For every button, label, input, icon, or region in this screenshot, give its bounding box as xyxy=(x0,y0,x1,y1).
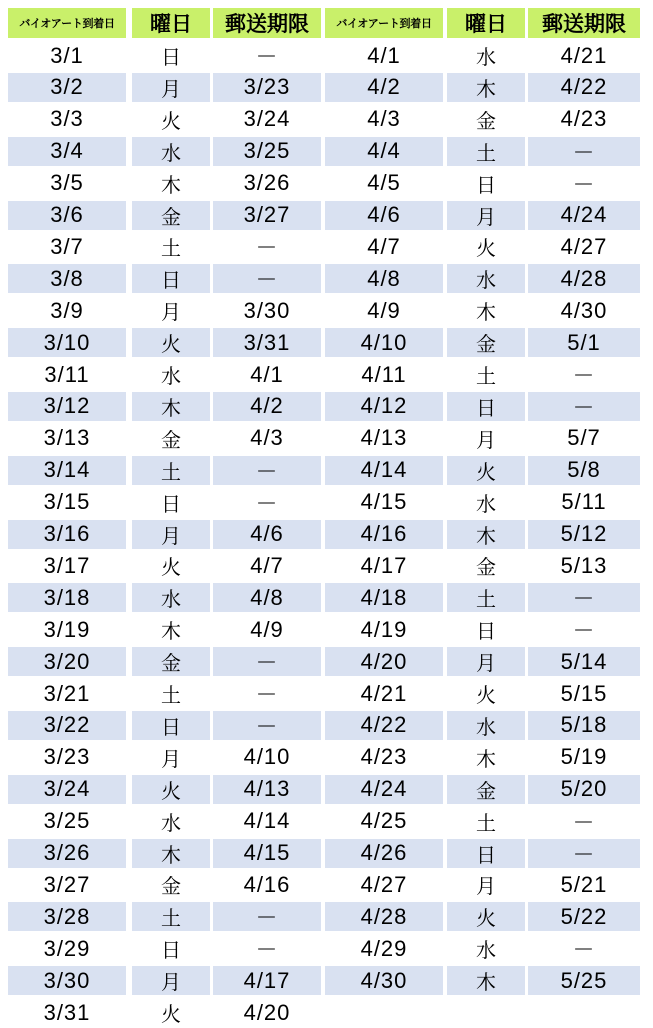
left-deadline-cell: － xyxy=(255,490,279,516)
header-weekday-left: 曜日 xyxy=(132,8,210,38)
left-deadline-cell: 4/2 xyxy=(250,393,284,419)
left-deadline-cell: 3/24 xyxy=(243,106,291,132)
header-row xyxy=(0,8,653,38)
right-date-cell: 4/25 xyxy=(360,808,408,834)
left-date-cell: 3/7 xyxy=(50,233,84,259)
table-row xyxy=(0,423,653,454)
left-date-cell: 3/1 xyxy=(50,42,84,68)
right-day-cell: 火 xyxy=(476,683,496,707)
left-date-cell: 3/8 xyxy=(50,265,84,291)
left-day-cell: 土 xyxy=(161,683,181,707)
right-deadline-cell: 4/21 xyxy=(560,42,608,68)
table-row xyxy=(0,72,653,103)
left-date-cell: 3/15 xyxy=(43,489,91,515)
left-date-cell: 3/18 xyxy=(43,584,91,610)
right-date-cell: 4/17 xyxy=(360,552,408,578)
right-deadline-cell: － xyxy=(572,586,596,612)
left-deadline-cell: 4/16 xyxy=(243,871,291,897)
left-deadline-cell: － xyxy=(255,713,279,739)
left-day-cell: 土 xyxy=(161,906,181,931)
right-day-cell: 日 xyxy=(476,842,496,867)
header-deadline-left: 郵送期限 xyxy=(213,8,321,38)
left-day-cell: 火 xyxy=(161,108,181,133)
right-deadline-cell: 5/1 xyxy=(567,329,601,355)
right-deadline-cell: 4/23 xyxy=(560,106,608,132)
left-day-cell: 金 xyxy=(161,874,181,899)
right-deadline-cell: 5/25 xyxy=(560,967,608,993)
right-date-cell: 4/21 xyxy=(360,680,408,706)
left-deadline-cell: 4/14 xyxy=(243,808,291,834)
right-day-cell: 日 xyxy=(476,619,496,644)
left-deadline-cell: 4/15 xyxy=(243,840,291,865)
table-row xyxy=(0,168,653,199)
right-date-cell: 4/20 xyxy=(360,648,408,674)
left-date-cell: 3/16 xyxy=(43,521,91,546)
left-date-cell: 3/31 xyxy=(43,999,91,1025)
left-day-cell: 水 xyxy=(161,140,181,165)
right-deadline-cell: 5/7 xyxy=(567,425,601,451)
right-day-cell: 水 xyxy=(476,714,496,739)
left-date-cell: 3/28 xyxy=(43,903,91,929)
right-day-cell: 水 xyxy=(476,268,496,293)
left-deadline-cell: 4/3 xyxy=(250,425,284,451)
left-day-cell: 木 xyxy=(161,395,181,420)
left-date-cell: 3/19 xyxy=(43,616,91,642)
left-date-cell: 3/11 xyxy=(44,361,90,387)
left-date-cell: 3/30 xyxy=(43,967,91,993)
right-deadline-cell: 5/20 xyxy=(560,776,608,802)
right-date-cell: 4/23 xyxy=(360,744,408,770)
left-date-cell: 3/5 xyxy=(50,170,84,196)
right-day-cell: 木 xyxy=(476,523,496,548)
right-deadline-cell: － xyxy=(572,394,596,420)
table-row xyxy=(0,200,653,231)
table-row xyxy=(0,487,653,518)
header-arrival-date-left: バイオアート到着日 xyxy=(8,8,126,38)
right-day-cell: 金 xyxy=(476,332,496,357)
table-row xyxy=(0,582,653,613)
left-day-cell: 金 xyxy=(161,427,181,452)
left-deadline-cell: 4/9 xyxy=(250,616,284,642)
right-day-cell: 月 xyxy=(476,651,496,676)
right-date-cell: 4/11 xyxy=(361,361,407,387)
right-day-cell: 日 xyxy=(476,395,496,420)
table-row xyxy=(0,901,653,932)
table-row xyxy=(0,646,653,677)
right-deadline-cell: － xyxy=(572,171,596,197)
table-row xyxy=(0,391,653,422)
table-row xyxy=(0,295,653,326)
right-day-cell: 金 xyxy=(476,555,496,580)
table-row xyxy=(0,40,653,71)
left-deadline-cell: 3/26 xyxy=(243,170,291,196)
right-date-cell: 4/28 xyxy=(360,903,408,929)
left-day-cell: 火 xyxy=(161,332,181,357)
table-row xyxy=(0,742,653,773)
left-deadline-cell: － xyxy=(255,458,279,484)
right-deadline-cell: 5/15 xyxy=(560,680,608,706)
left-deadline-cell: － xyxy=(255,650,279,676)
right-day-cell: 水 xyxy=(476,491,496,516)
right-day-cell: 金 xyxy=(476,778,496,803)
left-deadline-cell: － xyxy=(255,267,279,293)
right-day-cell: 金 xyxy=(476,108,496,133)
left-date-cell: 3/23 xyxy=(43,744,91,770)
right-deadline-cell: － xyxy=(572,363,596,388)
right-date-cell: 4/27 xyxy=(360,871,408,897)
right-date-cell: 4/24 xyxy=(360,776,408,802)
left-day-cell: 土 xyxy=(161,236,181,261)
right-date-cell: 4/5 xyxy=(367,170,401,196)
left-date-cell: 3/14 xyxy=(43,457,91,483)
right-date-cell: 4/14 xyxy=(360,457,408,483)
left-deadline-cell: 4/8 xyxy=(250,584,284,610)
right-date-cell: 4/3 xyxy=(367,106,401,132)
left-date-cell: 3/9 xyxy=(50,297,84,323)
table-row xyxy=(0,838,653,869)
left-day-cell: 水 xyxy=(161,810,181,835)
right-date-cell: 4/2 xyxy=(367,74,401,100)
table-row xyxy=(0,104,653,135)
left-day-cell: 水 xyxy=(161,587,181,612)
table-row xyxy=(0,614,653,645)
left-deadline-cell: 3/25 xyxy=(243,138,291,164)
left-date-cell: 3/3 xyxy=(50,106,84,132)
right-date-cell: 4/22 xyxy=(360,712,408,738)
left-day-cell: 木 xyxy=(161,172,181,197)
right-deadline-cell: 5/22 xyxy=(560,903,608,929)
right-day-cell: 月 xyxy=(476,427,496,452)
right-deadline-cell: 5/11 xyxy=(561,489,607,515)
left-day-cell: 金 xyxy=(161,651,181,676)
table-row xyxy=(0,231,653,262)
left-deadline-cell: 4/20 xyxy=(243,999,291,1025)
left-date-cell: 3/27 xyxy=(43,871,91,897)
right-day-cell: 火 xyxy=(476,906,496,931)
right-deadline-cell: 5/8 xyxy=(567,457,601,483)
left-day-cell: 火 xyxy=(161,555,181,580)
left-deadline-cell: 3/31 xyxy=(243,329,291,355)
right-day-cell: 火 xyxy=(476,459,496,484)
left-deadline-cell: 3/27 xyxy=(243,202,291,227)
left-deadline-cell: － xyxy=(255,235,279,261)
right-date-cell: 4/8 xyxy=(367,265,401,291)
right-day-cell: 木 xyxy=(476,300,496,325)
left-day-cell: 金 xyxy=(161,204,181,229)
left-day-cell: 日 xyxy=(161,268,181,293)
table-row xyxy=(0,965,653,996)
right-date-cell: 4/16 xyxy=(360,521,408,546)
table-row xyxy=(0,933,653,964)
right-date-cell: 4/4 xyxy=(367,138,401,164)
table-row xyxy=(0,263,653,294)
right-deadline-cell: 5/19 xyxy=(560,744,608,770)
right-deadline-cell: 5/12 xyxy=(560,521,608,546)
right-day-cell: 火 xyxy=(476,236,496,261)
table-row xyxy=(0,455,653,486)
right-date-cell: 4/1 xyxy=(367,42,401,68)
right-date-cell: 4/18 xyxy=(360,584,408,610)
left-deadline-cell: － xyxy=(255,44,279,69)
right-date-cell: 4/12 xyxy=(360,393,408,419)
left-day-cell: 月 xyxy=(161,970,181,995)
left-day-cell: 火 xyxy=(161,778,181,803)
right-day-cell: 水 xyxy=(476,938,496,963)
left-date-cell: 3/21 xyxy=(43,680,91,706)
left-day-cell: 日 xyxy=(161,938,181,963)
left-date-cell: 3/6 xyxy=(50,202,84,227)
right-deadline-cell: 4/27 xyxy=(560,233,608,259)
left-deadline-cell: 4/17 xyxy=(243,967,291,993)
table-row xyxy=(0,136,653,167)
right-deadline-cell: 5/18 xyxy=(560,712,608,738)
left-date-cell: 3/29 xyxy=(43,935,91,961)
left-day-cell: 月 xyxy=(161,746,181,771)
left-day-cell: 火 xyxy=(161,1002,181,1026)
right-day-cell: 月 xyxy=(476,874,496,899)
left-date-cell: 3/10 xyxy=(43,329,91,355)
right-date-cell: 4/13 xyxy=(360,425,408,451)
right-day-cell: 水 xyxy=(476,45,496,69)
left-date-cell: 3/17 xyxy=(43,552,91,578)
left-date-cell: 3/2 xyxy=(50,74,84,100)
left-deadline-cell: － xyxy=(255,937,279,963)
right-date-cell: 4/29 xyxy=(360,935,408,961)
left-date-cell: 3/4 xyxy=(50,138,84,164)
left-day-cell: 月 xyxy=(161,300,181,325)
left-day-cell: 木 xyxy=(161,619,181,644)
left-date-cell: 3/12 xyxy=(43,393,91,419)
right-date-cell: 4/7 xyxy=(367,233,401,259)
left-day-cell: 月 xyxy=(161,76,181,101)
right-deadline-cell: 4/28 xyxy=(560,265,608,291)
left-date-cell: 3/20 xyxy=(43,648,91,674)
left-day-cell: 日 xyxy=(161,491,181,516)
right-day-cell: 土 xyxy=(476,364,496,388)
left-day-cell: 水 xyxy=(161,364,181,388)
left-deadline-cell: 4/10 xyxy=(243,744,291,770)
table-row xyxy=(0,550,653,581)
right-date-cell: 4/6 xyxy=(367,202,401,227)
table-row xyxy=(0,774,653,805)
left-deadline-cell: 4/1 xyxy=(250,361,284,387)
right-deadline-cell: 5/13 xyxy=(560,552,608,578)
right-date-cell: 4/9 xyxy=(367,297,401,323)
table-row xyxy=(0,710,653,741)
table-row xyxy=(0,327,653,358)
right-day-cell: 日 xyxy=(476,172,496,197)
table-row xyxy=(0,997,653,1028)
right-deadline-cell: 4/24 xyxy=(560,202,608,227)
right-deadline-cell: 5/21 xyxy=(560,871,608,897)
left-day-cell: 月 xyxy=(161,523,181,548)
left-date-cell: 3/13 xyxy=(43,425,91,451)
right-day-cell: 木 xyxy=(476,970,496,995)
right-deadline-cell: 4/22 xyxy=(560,74,608,100)
left-day-cell: 日 xyxy=(161,45,181,69)
right-day-cell: 土 xyxy=(476,587,496,612)
header-weekday-right: 曜日 xyxy=(447,8,525,38)
left-date-cell: 3/22 xyxy=(43,712,91,738)
left-date-cell: 3/25 xyxy=(43,808,91,834)
right-day-cell: 土 xyxy=(476,140,496,165)
right-day-cell: 木 xyxy=(476,76,496,101)
right-deadline-cell: 5/14 xyxy=(560,648,608,674)
left-deadline-cell: 3/30 xyxy=(243,297,291,323)
table-row xyxy=(0,678,653,709)
right-date-cell: 4/26 xyxy=(360,840,408,865)
right-day-cell: 木 xyxy=(476,746,496,771)
right-day-cell: 月 xyxy=(476,204,496,229)
right-day-cell: 土 xyxy=(476,810,496,835)
right-date-cell: 4/15 xyxy=(360,489,408,515)
left-deadline-cell: － xyxy=(255,682,279,707)
header-arrival-date-right: バイオアート到着日 xyxy=(325,8,443,38)
left-deadline-cell: － xyxy=(255,905,279,931)
left-deadline-cell: 4/13 xyxy=(243,776,291,802)
left-deadline-cell: 4/6 xyxy=(250,521,284,546)
right-deadline-cell: － xyxy=(572,618,596,644)
left-day-cell: 日 xyxy=(161,714,181,739)
right-deadline-cell: － xyxy=(572,841,596,867)
left-day-cell: 土 xyxy=(161,459,181,484)
right-date-cell: 4/30 xyxy=(360,967,408,993)
right-deadline-cell: 4/30 xyxy=(560,297,608,323)
left-deadline-cell: 4/7 xyxy=(250,552,284,578)
right-deadline-cell: － xyxy=(572,809,596,835)
table-row xyxy=(0,869,653,900)
header-deadline-right: 郵送期限 xyxy=(528,8,640,38)
left-deadline-cell: 3/23 xyxy=(243,74,291,100)
table-row xyxy=(0,519,653,550)
right-deadline-cell: － xyxy=(572,139,596,165)
left-date-cell: 3/26 xyxy=(43,840,91,865)
right-deadline-cell: － xyxy=(572,937,596,963)
right-date-cell: 4/10 xyxy=(360,329,408,355)
table-row xyxy=(0,806,653,837)
table-row xyxy=(0,359,653,390)
left-day-cell: 木 xyxy=(161,842,181,867)
left-date-cell: 3/24 xyxy=(43,776,91,802)
right-date-cell: 4/19 xyxy=(360,616,408,642)
